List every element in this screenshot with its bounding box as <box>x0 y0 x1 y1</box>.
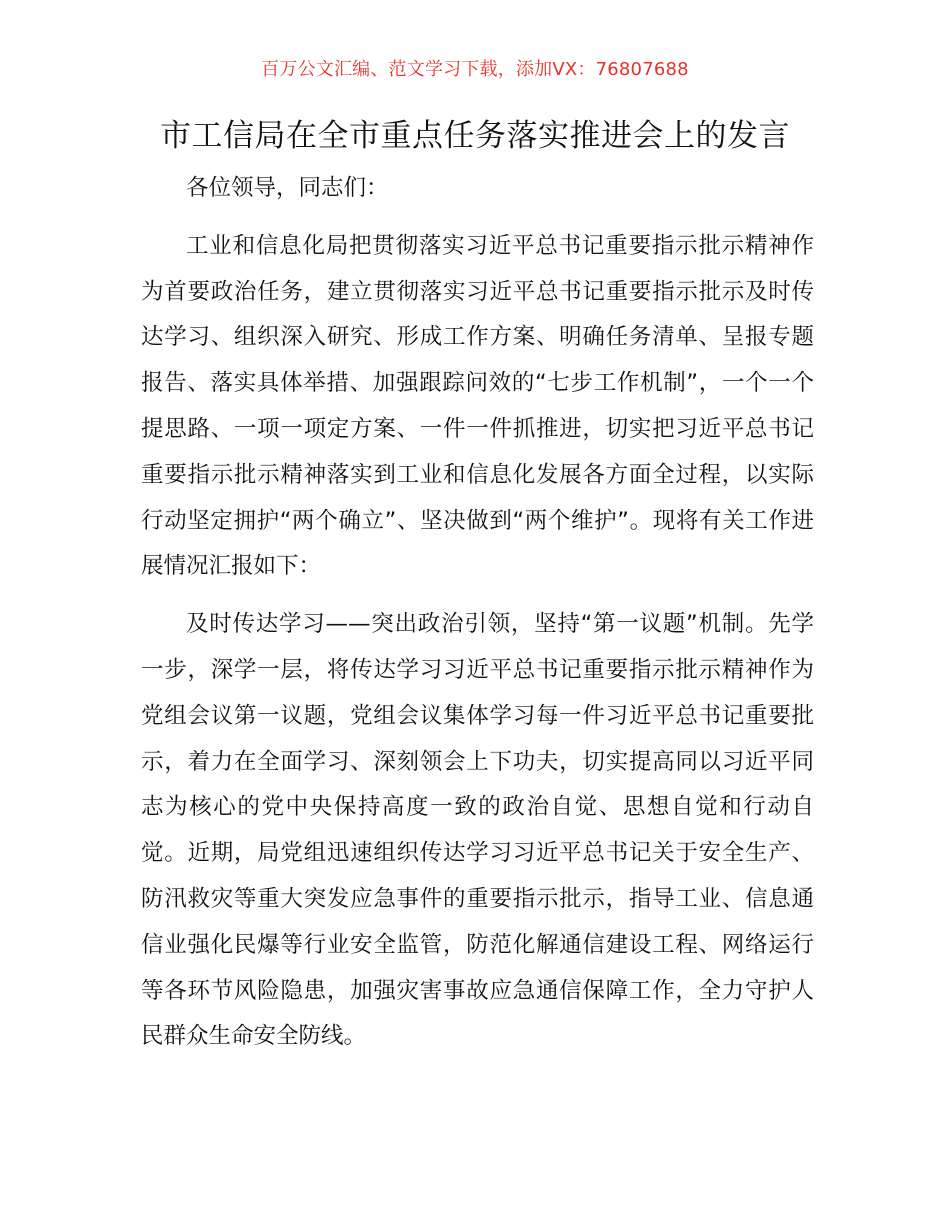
document-title: 市工信局在全市重点任务落实推进会上的发言 <box>160 118 790 154</box>
header-watermark-note: 百万公文汇编、范文学习下载，添加VX：76807688 <box>261 59 689 80</box>
body-paragraph-1: 工业和信息化局把贯彻落实习近平总书记重要指示批示精神作为首要政治任务，建立贯彻落实习近平总书记重要指示批示及时传达学习、组织深入研究、形成工作方案、明确任务清单、呈报专题报告、落实具体举措、加强跟踪问效的“七步工作机制”，一个一个提思路、一项一项定方案、一件一件抓推进，切实把习近平总书记重要指示批示精神落实到工业和信息化发展各方面全过程，以实际行动坚定拥护“两个确立”、坚决做到“两个维护”。现将有关工作进展情况汇报如下： <box>141 232 814 580</box>
document-body <box>141 166 814 1060</box>
body-paragraph-2: 及时传达学习——突出政治引领，坚持“第一议题”机制。先学一步，深学一层，将传达学习习近平总书记重要指示批示精神作为党组会议第一议题，党组会议集体学习每一件习近平总书记重要批示，着力在全面学习、深刻领会上下功夫，切实提高同以习近平同志为核心的党中央保持高度一致的政治自觉、思想自觉和行动自觉。近期，局党组迅速组织传达学习习近平总书记关于安全生产、防汛救灾等重大突发应急事件的重要指示批示，指导工业、信息通信业强化民爆等行业安全监管，防范化解通信建设工程、网络运行等各环节风险隐患，加强灾害事故应急通信保障工作，全力守护人民群众生命安全防线。 <box>141 611 814 1050</box>
salutation: 各位领导，同志们： <box>186 175 389 201</box>
